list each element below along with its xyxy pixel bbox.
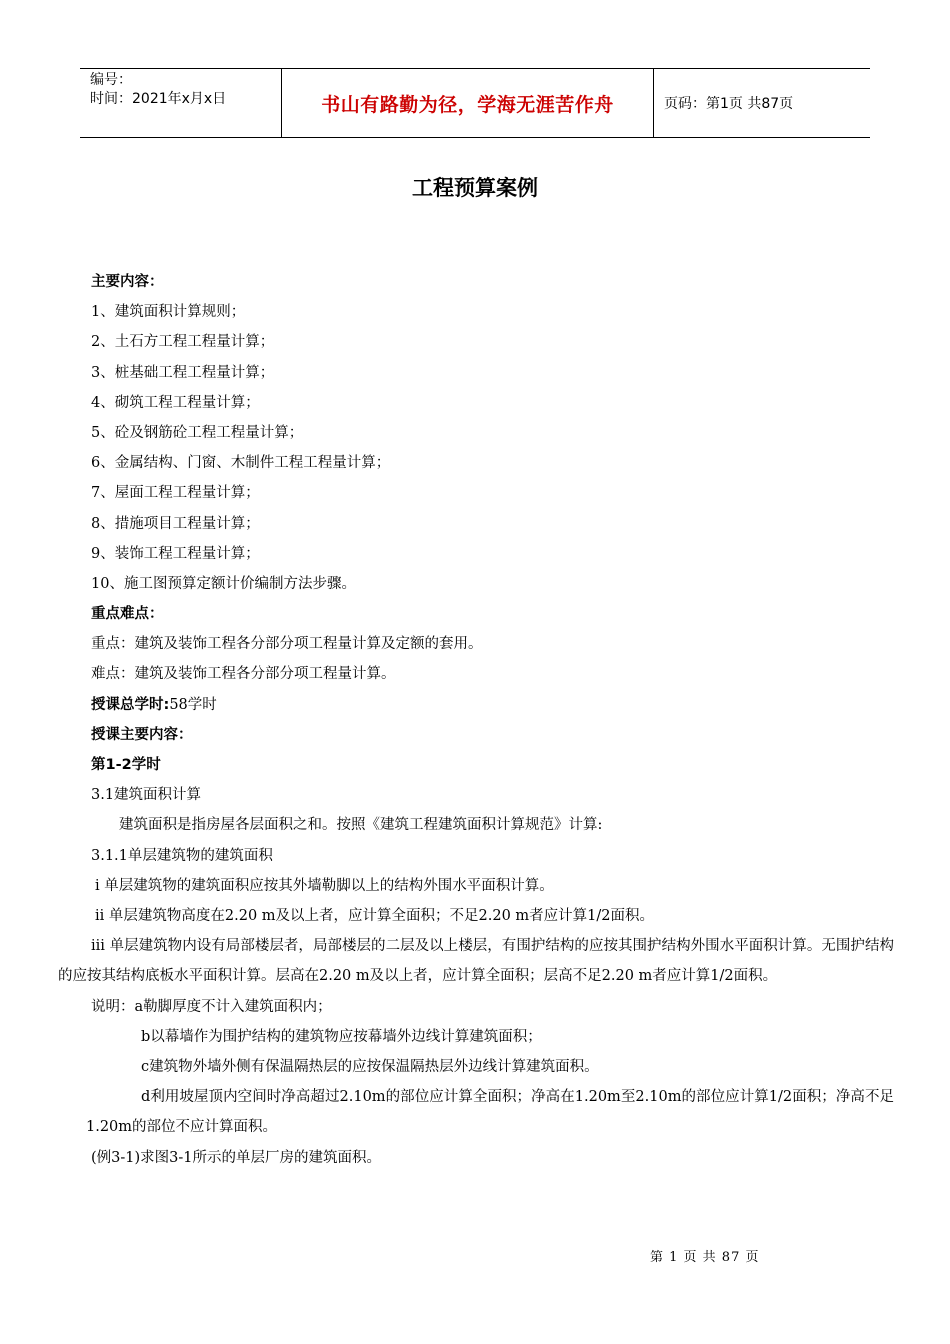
document-title: 工程预算案例 [412, 176, 538, 200]
header-meta [80, 69, 281, 137]
time-label: 时间：2021年x月x日 [90, 91, 227, 107]
key-point-text: 重点：建筑及装饰工程各分部分项工程量计算及定额的套用。 [91, 636, 483, 653]
page-footer: 第 1 页 共 87 页 [650, 1250, 760, 1265]
note-b: b以幕墙作为围护结构的建筑物应按幕墙外边线计算建筑面积； [141, 1028, 542, 1045]
rule-iii: ⅲ 单层建筑物内设有局部楼层者，局部楼层的二层及以上楼层，有围护结构的应按其围护结构外围水平面积计算。无围护结构的应按其结构底板水平面积计算。层高在2.20 m及以上者，应计算全面积；层高不足2.20 m者应计算1/2面积。 [58, 938, 894, 985]
note-c: c建筑物外墙外侧有保温隔热层的应按保温隔热层外边线计算建筑面积。 [141, 1058, 599, 1075]
list-item: 9、装饰工程工程量计算； [91, 545, 260, 562]
section-3-1-text: 建筑面积是指房屋各层面积之和。按照《建筑工程建筑面积计算规范》计算: [119, 817, 603, 834]
document-body [58, 267, 894, 1173]
key-points-heading: 重点难点： [91, 606, 164, 623]
note-d: d利用坡屋顶内空间时净高超过2.10m的部位应计算全面积；净高在1.20m至2.10m的部位应计算1/2面积；净高不足1.20m的部位不应计算面积。 [86, 1089, 894, 1136]
list-item: 2、土石方工程工程量计算； [91, 334, 275, 351]
total-hours-value: 58学时 [169, 696, 217, 713]
list-item: 4、砌筑工程工程量计算； [91, 394, 260, 411]
main-content-heading: 主要内容： [91, 274, 164, 290]
section-heading-3-1: 3.1建筑面积计算 [91, 787, 202, 804]
example-3-1: (例3-1)求图3-1所示的单层厂房的建筑面积。 [91, 1149, 382, 1166]
difficulty-text: 难点：建筑及装饰工程各分部分项工程量计算。 [91, 666, 396, 683]
header-motto: 书山有路勤为径，学海无涯苦作舟 [281, 69, 654, 137]
note-a: 说明：a勒脚厚度不计入建筑面积内； [91, 998, 332, 1015]
list-item: 10、施工图预算定额计价编制方法步骤。 [91, 575, 356, 592]
session-heading: 第1-2学时 [91, 757, 161, 773]
list-item: 3、桩基础工程工程量计算； [91, 364, 275, 381]
list-item: 6、金属结构、门窗、木制件工程工程量计算； [91, 455, 391, 472]
rule-i: ⅰ 单层建筑物的建筑面积应按其外墙勒脚以上的结构外围水平面积计算。 [95, 877, 554, 894]
total-hours [58, 690, 894, 720]
teaching-content-heading: 授课主要内容： [91, 726, 193, 743]
page-header [80, 68, 870, 138]
list-item: 1、建筑面积计算规则； [91, 304, 246, 321]
list-item: 5、砼及钢筋砼工程工程量计算； [91, 424, 304, 441]
list-item: 7、屋面工程工程量计算； [91, 485, 260, 502]
total-hours-label: 授课总学时: [91, 696, 170, 713]
number-label: 编号： [90, 72, 132, 88]
list-item: 8、措施项目工程量计算； [91, 515, 260, 532]
section-heading-3-1-1: 3.1.1单层建筑物的建筑面积 [91, 847, 273, 864]
rule-ii: ⅱ 单层建筑物高度在2.20 m及以上者，应计算全面积；不足2.20 m者应计算1/2面积。 [95, 907, 655, 924]
header-page-code: 页码：第1页 共87页 [664, 96, 794, 112]
